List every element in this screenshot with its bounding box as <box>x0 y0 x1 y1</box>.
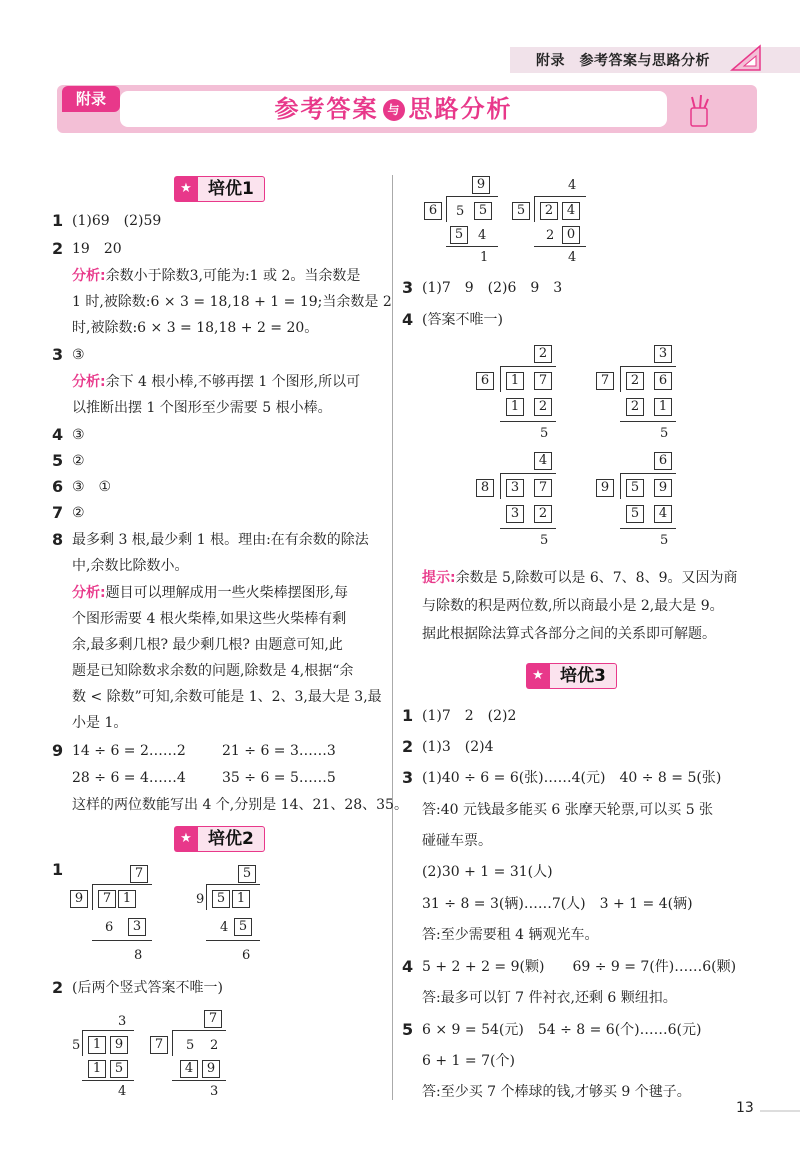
analysis-text: 余,最多剩几根? 最少剩几根? 由题意可知,此 <box>72 637 343 653</box>
product-box: 3 <box>128 918 146 936</box>
quotient-box: 7 <box>130 865 148 883</box>
quotient-box: 3 <box>654 345 672 363</box>
divisor-box: 9 <box>596 479 614 497</box>
answer-text: ② <box>72 505 85 521</box>
divisor-box: 8 <box>476 479 494 497</box>
quotient-box: 6 <box>654 452 672 470</box>
product-box: 5 <box>110 1060 128 1078</box>
dividend-box: 5 <box>212 890 230 908</box>
quotient-box: 9 <box>472 176 490 194</box>
dividend-box: 9 <box>110 1036 128 1054</box>
answer-text: 答:至少买 7 个棒球的钱,才够买 9 个毽子。 <box>422 1084 691 1100</box>
remainder: 4 <box>568 250 577 265</box>
question-number: 6 <box>52 477 64 496</box>
dividend-box: 6 <box>654 372 672 390</box>
answer-text: 答:最多可以钉 7 件衬衣,还剩 6 颗纽扣。 <box>422 990 677 1006</box>
answer-text: 最多剩 3 根,最少剩 1 根。理由:在有余数的除法 <box>72 532 369 548</box>
product-box: 5 <box>234 918 252 936</box>
analysis-text: 时,被除数:6 × 3 = 18,18 + 2 = 20。 <box>72 320 319 336</box>
divisor-box: 7 <box>150 1036 168 1054</box>
remainder: 5 <box>540 533 549 548</box>
dividend-digit: 5 <box>456 204 465 219</box>
quotient-box: 4 <box>534 452 552 470</box>
answer-text: 19 20 <box>72 241 122 257</box>
answer-text: 这样的两位数能写出 4 个,分别是 14、21、28、35。 <box>72 797 408 813</box>
remainder: 4 <box>118 1084 127 1099</box>
remainder: 8 <box>134 948 143 963</box>
analysis-text: 分析:题目可以理解成用一些火柴棒摆图形,每 <box>72 585 349 601</box>
dividend-box: 7 <box>534 479 552 497</box>
answer-text: 答:至少需要租 4 辆观光车。 <box>422 927 599 943</box>
dividend-box: 5 <box>626 479 644 497</box>
answer-text: 5 + 2 + 2 = 9(颗) 69 ÷ 9 = 7(件)……6(颗) <box>422 959 737 975</box>
triangle-ruler-icon <box>730 44 762 72</box>
analysis-text: 小是 1。 <box>72 715 128 731</box>
page-number: 13 <box>736 1100 754 1116</box>
question-number: 4 <box>402 310 414 329</box>
running-header: 附录 参考答案与思路分析 <box>536 53 710 69</box>
page-number-rule <box>760 1110 800 1112</box>
product-box: 1 <box>506 398 524 416</box>
analysis-text: 题是已知除数求余数的问题,除数是 4,根据“余 <box>72 663 354 679</box>
analysis-text: 分析:余数小于除数3,可能为:1 或 2。当余数是 <box>72 268 361 284</box>
answer-text: (2)30 + 1 = 31(人) <box>422 864 553 880</box>
answer-text: (后两个竖式答案不唯一) <box>72 980 223 996</box>
page-title <box>120 91 667 127</box>
product-digit: 4 <box>478 228 487 243</box>
dividend-box: 7 <box>98 890 116 908</box>
product-box: 4 <box>654 505 672 523</box>
remainder: 1 <box>480 250 489 265</box>
dividend-box: 5 <box>474 202 492 220</box>
question-number: 2 <box>402 737 414 756</box>
dividend-box: 1 <box>232 890 250 908</box>
star-icon: ★ <box>526 663 550 689</box>
dividend-box: 4 <box>562 202 580 220</box>
equation: 28 ÷ 6 = 4……4 <box>72 770 186 786</box>
remainder: 3 <box>210 1084 219 1099</box>
dividend-box: 2 <box>626 372 644 390</box>
answer-text: 中,余数比除数小。 <box>72 558 189 574</box>
product-box: 2 <box>534 398 552 416</box>
title-part-a: 参考答案 <box>274 95 379 123</box>
question-number: 2 <box>52 239 64 258</box>
analysis-text: 1 时,被除数:6 × 3 = 18,18 + 1 = 19;当余数是 2 <box>72 294 392 310</box>
analysis-text: 个图形需要 4 根火柴棒,如果这些火柴棒有剩 <box>72 611 347 627</box>
question-number: 4 <box>52 425 64 444</box>
dividend-box: 1 <box>118 890 136 908</box>
divisor: 5 <box>72 1038 81 1053</box>
question-number: 1 <box>402 706 414 725</box>
answer-text: (1)40 ÷ 6 = 6(张)……4(元) 40 ÷ 8 = 5(张) <box>422 770 722 786</box>
question-number: 4 <box>402 957 414 976</box>
question-number: 9 <box>52 741 64 760</box>
divisor-box: 6 <box>476 372 494 390</box>
product-box: 5 <box>450 226 468 244</box>
product-box: 9 <box>202 1060 220 1078</box>
question-number: 3 <box>402 278 414 297</box>
question-number: 3 <box>52 345 64 364</box>
question-number: 5 <box>52 451 64 470</box>
hint-text: 与除数的积是两位数,所以商最小是 2,最大是 9。 <box>422 598 724 614</box>
title-part-b: 思路分析 <box>408 95 513 123</box>
product-box: 4 <box>180 1060 198 1078</box>
answer-text: 6 + 1 = 7(个) <box>422 1053 515 1069</box>
star-icon: ★ <box>174 176 198 202</box>
dividend-box: 2 <box>540 202 558 220</box>
dividend-box: 9 <box>654 479 672 497</box>
hint-text: 提示:余数是 5,除数可以是 6、7、8、9。又因为商 <box>422 570 738 586</box>
product-box: 2 <box>626 398 644 416</box>
product-box: 2 <box>534 505 552 523</box>
dividend-digit: 5 <box>186 1038 195 1053</box>
analysis-text: 以推断出摆 1 个图形至少需要 5 根小棒。 <box>72 400 332 416</box>
column-divider <box>392 175 393 1100</box>
divisor-box: 6 <box>424 202 442 220</box>
question-number: 1 <box>52 860 64 879</box>
answer-text: (1)7 9 (2)6 9 3 <box>422 280 563 296</box>
appendix-tag: 附录 <box>62 86 120 112</box>
answer-text: (答案不唯一) <box>422 312 503 328</box>
quotient-digit: 3 <box>118 1014 127 1029</box>
dividend-box: 1 <box>506 372 524 390</box>
title-connector: 与 <box>383 99 405 121</box>
remainder: 5 <box>540 426 549 441</box>
equation: 14 ÷ 6 = 2……2 <box>72 743 186 759</box>
answer-text: 31 ÷ 8 = 3(辆)……7(人) 3 + 1 = 4(辆) <box>422 896 693 912</box>
remainder: 5 <box>660 533 669 548</box>
answer-text: ③ <box>72 427 85 443</box>
dividend-digit: 2 <box>210 1038 219 1053</box>
dividend-box: 3 <box>506 479 524 497</box>
remainder: 6 <box>242 948 251 963</box>
quotient-digit: 4 <box>568 178 577 193</box>
analysis-text: 数 < 除数”可知,余数可能是 1、2、3,最大是 3,最 <box>72 689 382 705</box>
pencil-cup-icon <box>688 95 710 127</box>
dividend-box: 1 <box>88 1036 106 1054</box>
answer-text: ② <box>72 453 85 469</box>
product-box: 0 <box>562 226 580 244</box>
question-number: 3 <box>402 768 414 787</box>
answer-text: (1)69 (2)59 <box>72 213 162 229</box>
product-digit: 2 <box>546 228 555 243</box>
question-number: 8 <box>52 530 64 549</box>
product-box: 1 <box>88 1060 106 1078</box>
question-number: 5 <box>402 1020 414 1039</box>
product-box: 5 <box>626 505 644 523</box>
answer-text: 6 × 9 = 54(元) 54 ÷ 8 = 6(个)……6(元) <box>422 1022 702 1038</box>
divisor-box: 5 <box>512 202 530 220</box>
product-digit: 4 <box>220 920 229 935</box>
hint-text: 据此根据除法算式各部分之间的关系即可解题。 <box>422 626 716 642</box>
product-box: 3 <box>506 505 524 523</box>
dividend-box: 7 <box>534 372 552 390</box>
equation: 35 ÷ 6 = 5……5 <box>222 770 336 786</box>
quotient-box: 2 <box>534 345 552 363</box>
analysis-text: 分析:余下 4 根小棒,不够再摆 1 个图形,所以可 <box>72 374 361 390</box>
product-box: 1 <box>654 398 672 416</box>
divisor-box: 9 <box>70 890 88 908</box>
quotient-box: 5 <box>238 865 256 883</box>
answer-text: ③ ① <box>72 479 112 495</box>
answer-text: (1)3 (2)4 <box>422 739 494 755</box>
question-number: 7 <box>52 503 64 522</box>
answer-text: 答:40 元钱最多能买 6 张摩天轮票,可以买 5 张 <box>422 802 714 818</box>
equation: 21 ÷ 6 = 3……3 <box>222 743 336 759</box>
answer-text: ③ <box>72 347 85 363</box>
answer-text: (1)7 2 (2)2 <box>422 708 517 724</box>
quotient-box: 7 <box>204 1010 222 1028</box>
question-number: 2 <box>52 978 64 997</box>
answer-text: 碰碰车票。 <box>422 833 492 849</box>
divisor: 9 <box>196 892 205 907</box>
remainder: 5 <box>660 426 669 441</box>
star-icon: ★ <box>174 826 198 852</box>
divisor-box: 7 <box>596 372 614 390</box>
question-number: 1 <box>52 211 64 230</box>
product-digit: 6 <box>105 920 114 935</box>
